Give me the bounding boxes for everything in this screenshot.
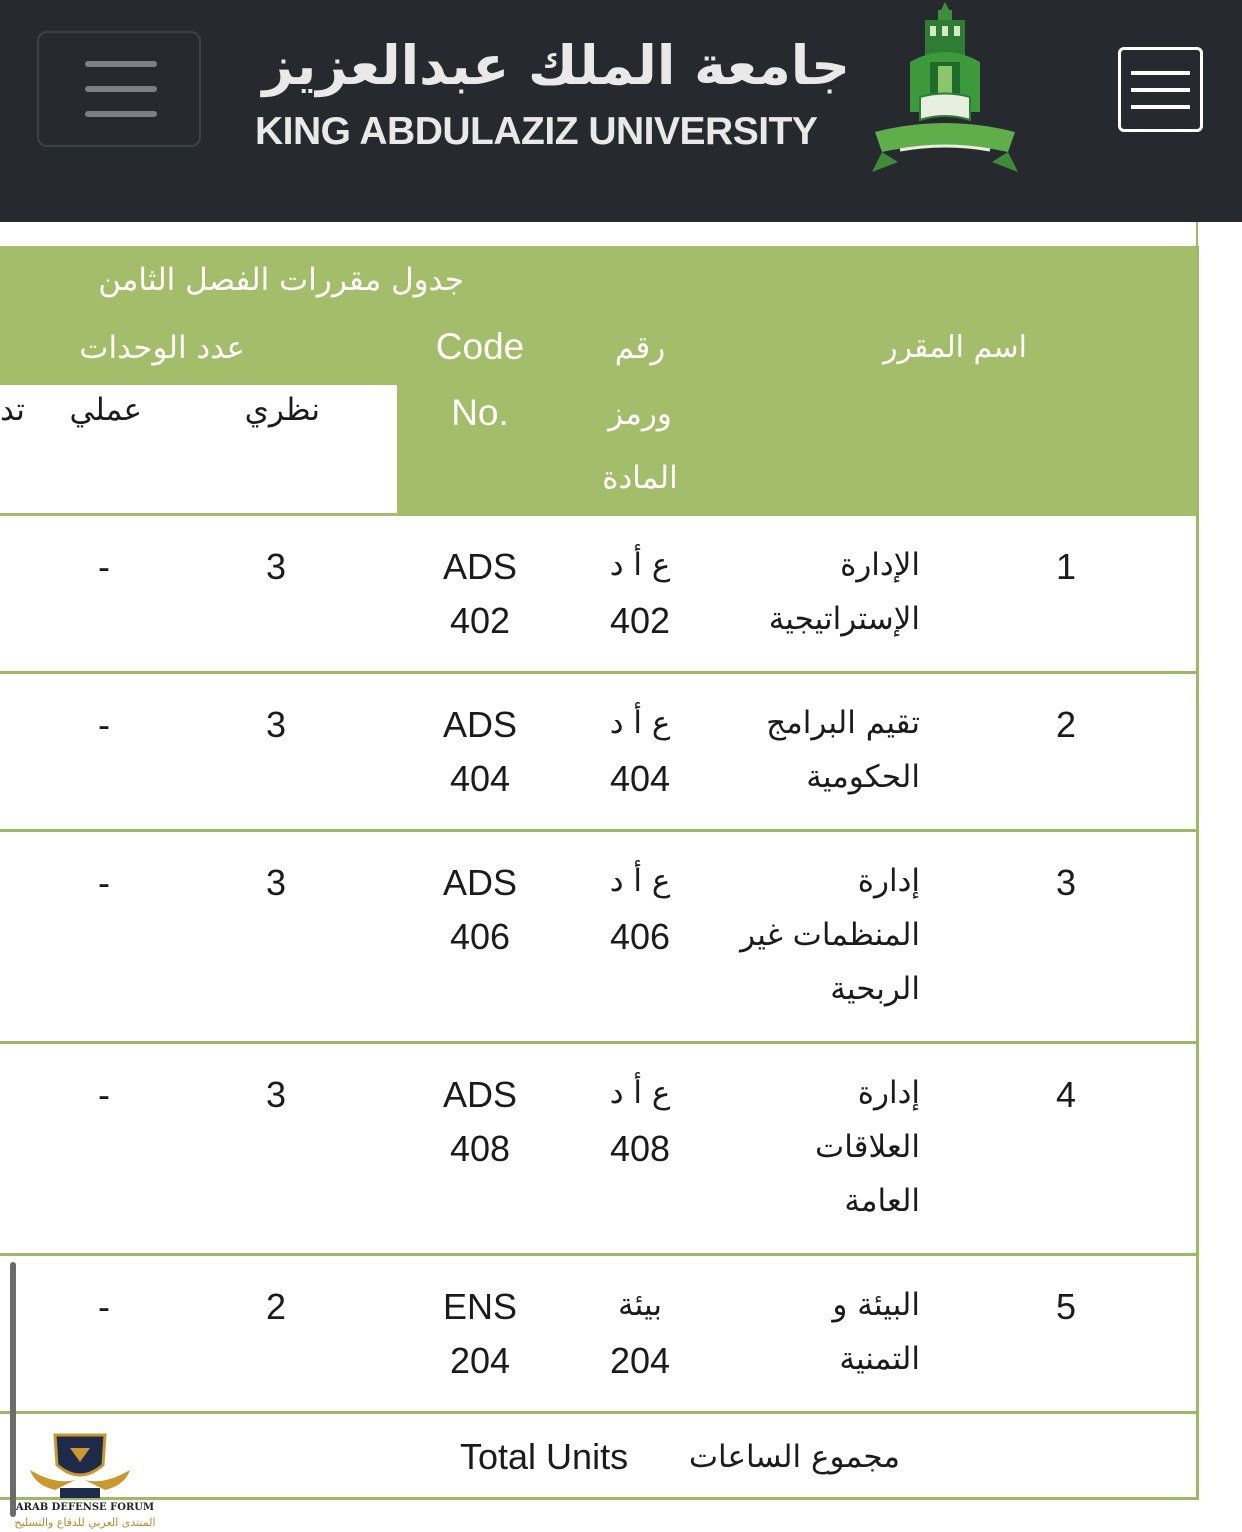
column-header-number-line3: المادة (602, 460, 678, 496)
practical-units: - (98, 546, 110, 587)
units-subheader (0, 385, 397, 513)
menu-toggle-button[interactable] (37, 31, 201, 147)
column-header-code-line1: Code (435, 326, 525, 367)
watermark-title: ARAB DEFENSE FORUM (15, 1502, 155, 1513)
column-header-number-line1: رقم (614, 330, 666, 366)
row-index: 2 (1056, 704, 1077, 745)
course-name-line1: إدارة (857, 863, 920, 899)
course-name-line2: التمنية (839, 1341, 920, 1377)
forum-logo-icon (15, 1430, 145, 1510)
course-name-line2: المنظمات غير (740, 917, 920, 953)
hamburger-icon-bar (85, 61, 157, 67)
practical-units: - (98, 1074, 110, 1115)
hamburger-icon-bar (85, 111, 157, 117)
column-header-course-name: اسم المقرر (882, 330, 1027, 365)
column-header-practical: عملي (69, 392, 142, 428)
course-number-line1: بيئة (618, 1287, 662, 1323)
course-code-line1: ENS (442, 1286, 518, 1327)
menu-icon-bar (1131, 88, 1190, 92)
theory-units: 3 (266, 862, 287, 903)
brand-english-name[interactable]: KING ABDULAZIZ UNIVERSITY (255, 110, 818, 153)
main-menu-button[interactable] (1118, 47, 1203, 132)
course-code-line2: 408 (449, 1128, 511, 1169)
course-code-line2: 406 (449, 916, 511, 957)
course-name-line1: البيئة و (832, 1287, 920, 1323)
practical-units: - (98, 862, 110, 903)
course-name-line2: الحكومية (806, 759, 920, 795)
course-name-line1: تقيم البرامج (766, 705, 920, 741)
row-divider (0, 1041, 1198, 1044)
university-emblem-icon[interactable] (870, 2, 1020, 180)
row-divider (0, 1253, 1198, 1256)
practical-units: - (98, 1286, 110, 1327)
menu-icon-bar (1131, 71, 1190, 75)
row-divider (0, 829, 1198, 832)
course-code-line1: ADS (442, 546, 518, 587)
course-code-line1: ADS (442, 1074, 518, 1115)
course-name-line2: الإستراتيجية (768, 601, 920, 637)
theory-units: 3 (266, 546, 287, 587)
course-code-line1: ADS (442, 704, 518, 745)
course-number-line2: 204 (609, 1340, 671, 1381)
row-index: 1 (1056, 546, 1077, 587)
course-number-line2: 408 (609, 1128, 671, 1169)
course-number-line2: 404 (609, 758, 671, 799)
table-title: جدول مقررات الفصل الثامن (98, 262, 464, 298)
total-hours-label-ar: مجموع الساعات (688, 1439, 900, 1475)
row-divider (0, 671, 1198, 674)
column-header-theory: نظري (244, 392, 320, 428)
course-code-line2: 204 (449, 1340, 511, 1381)
course-code-line2: 404 (449, 758, 511, 799)
site-header (0, 0, 1242, 222)
menu-icon-bar (1131, 105, 1190, 109)
theory-units: 2 (266, 1286, 287, 1327)
course-name-line1: إدارة (857, 1075, 920, 1111)
course-name-line2: العلاقات (815, 1129, 920, 1165)
practical-units: - (98, 704, 110, 745)
row-index: 3 (1056, 862, 1077, 903)
column-header-training-partial: تد (0, 392, 25, 428)
brand-arabic-name[interactable]: جامعة الملك عبدالعزيز (262, 34, 850, 97)
course-name-line3: العامة (844, 1183, 920, 1219)
column-header-number-line2: ورمز (608, 396, 672, 432)
course-number-line2: 402 (609, 600, 671, 641)
course-code-line2: 402 (449, 600, 511, 641)
watermark-subtitle: المنتدى العربي للدفاع والتسليح (14, 1516, 156, 1529)
table-bottom-border (0, 1497, 1198, 1500)
total-units-label: Total Units (460, 1436, 629, 1477)
course-name-line1: الإدارة (840, 547, 920, 583)
course-number-line1: ع أ د (609, 705, 671, 741)
course-number-line1: ع أ د (609, 863, 671, 899)
row-index: 4 (1056, 1074, 1077, 1115)
page-strip (0, 222, 1198, 246)
theory-units: 3 (266, 1074, 287, 1115)
course-number-line1: ع أ د (609, 547, 671, 583)
column-header-code-line2: No. (451, 392, 509, 433)
forum-watermark (10, 1430, 156, 1530)
course-name-line3: الربحية (830, 971, 920, 1007)
table-right-border (1196, 246, 1199, 1500)
row-index: 5 (1056, 1286, 1077, 1327)
row-divider (0, 1411, 1198, 1414)
hamburger-icon-bar (85, 86, 157, 92)
course-number-line1: ع أ د (609, 1075, 671, 1111)
course-code-line1: ADS (442, 862, 518, 903)
theory-units: 3 (266, 704, 287, 745)
column-header-units: عدد الوحدات (79, 330, 245, 366)
course-number-line2: 406 (609, 916, 671, 957)
